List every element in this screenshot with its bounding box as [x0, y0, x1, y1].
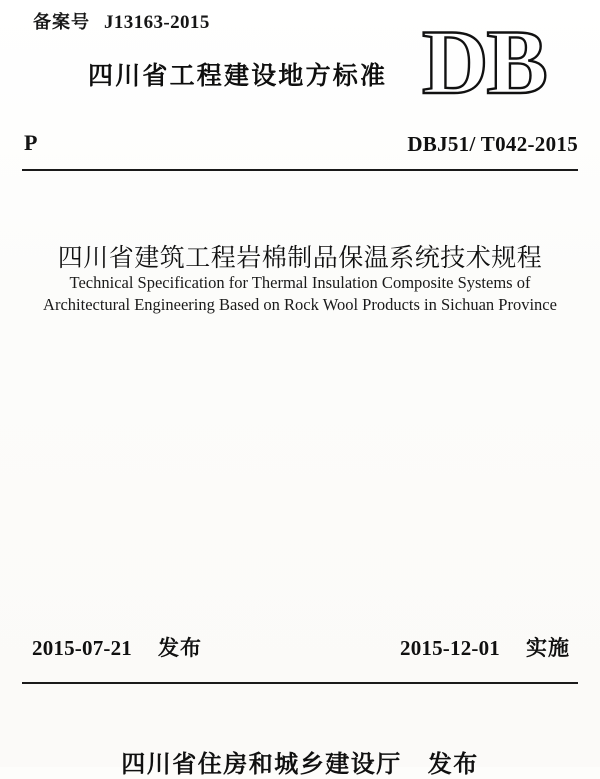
filing-number-row — [33, 8, 210, 34]
dates-row — [22, 632, 578, 666]
publisher-name: 四川省住房和城乡建设厅 — [121, 750, 402, 778]
publisher-line — [0, 744, 600, 779]
issue-date-value: 2015-07-21 — [32, 636, 132, 660]
title-english — [30, 272, 570, 316]
effective-date-group — [400, 632, 570, 662]
divider-bottom — [22, 682, 578, 684]
standard-series-heading: 四川省工程建设地方标准 — [88, 61, 388, 90]
document-code-row — [22, 130, 578, 160]
effective-date-value: 2015-12-01 — [400, 636, 500, 660]
title-chinese: 四川省建筑工程岩棉制品保温系统技术规程 — [57, 243, 543, 272]
filing-number-value: J13163-2015 — [104, 12, 210, 33]
divider-top — [22, 169, 578, 171]
filing-number-label: 备案号 — [33, 12, 90, 33]
title-english-line2: Architectural Engineering Based on Rock Wool Products in Sichuan Province — [43, 295, 557, 314]
publisher-verb: 发布 — [427, 750, 479, 778]
document-class-letter: P — [24, 130, 38, 155]
title-english-line1: Technical Specification for Thermal Insulation Composite Systems of — [69, 273, 531, 292]
issue-date-group — [32, 632, 202, 662]
issue-date-action: 发布 — [158, 636, 202, 660]
document-standard-code: DBJ51/ T042-2015 — [407, 132, 578, 156]
db-logo — [420, 24, 585, 98]
db-logo-text: DB — [422, 24, 546, 98]
effective-date-action: 实施 — [526, 636, 570, 660]
